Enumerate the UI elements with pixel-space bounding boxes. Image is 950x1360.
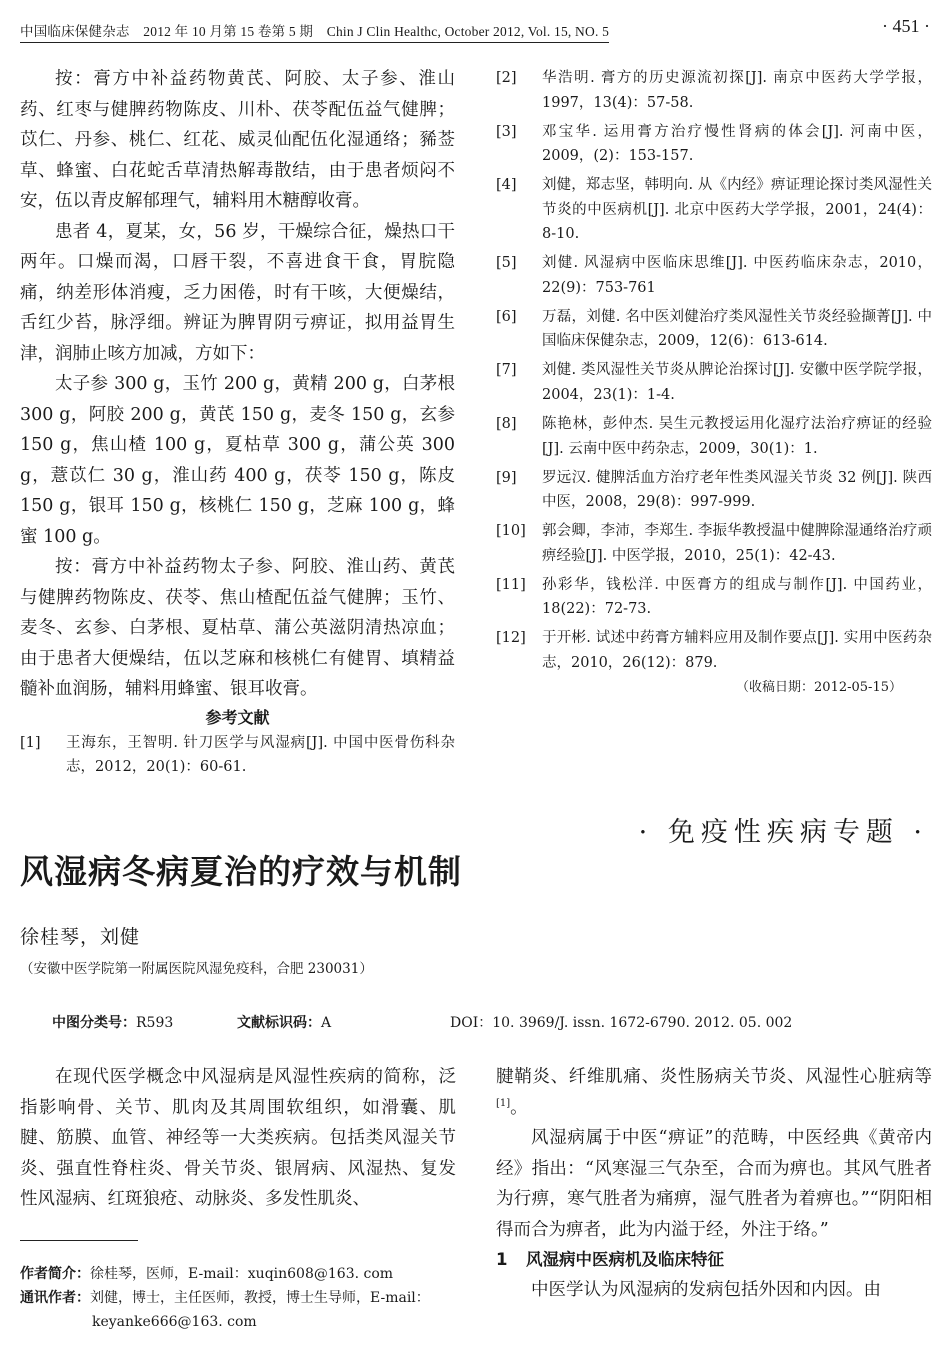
special-topic-label: · 免疫性疾病专题 ·	[638, 817, 928, 848]
commentary-paragraph: 按：膏方中补益药物黄芪、阿胶、太子参、淮山药、红枣与健脾药物陈皮、川朴、茯苓配伍益气健脾；苡仁、丹参、桃仁、红花、威灵仙配伍化湿通络；豨莶草、蜂蜜、白花蛇舌草清热解毒散结，由于患者烦闷不安，伍以青皮解郁理气，辅料用木糖醇收膏。	[20, 69, 455, 211]
section-number: 1	[496, 1250, 508, 1269]
corresponding-email: keyanke666@163. com	[92, 1314, 257, 1330]
reference-number: [10]	[496, 523, 526, 540]
reference-text: 王海东，王智明. 针刀医学与风湿病[J]. 中国中医骨伤科杂志，2012，20(1)：60-61.	[66, 734, 455, 775]
reference-text: 邓宝华. 运用膏方治疗慢性肾病的体会[J]. 河南中医，2009，(2)：153-157.	[542, 123, 932, 165]
reference-text: 刘健，郑志坚，韩明向. 从《内经》痹证理论探讨类风湿性关节炎的中医病机[J]. 北京中医药大学学报，2001，24(4)：8-10.	[542, 177, 932, 243]
document-code-label: 文献标识码：	[237, 1015, 321, 1031]
page-number: · 451 ·	[882, 16, 930, 36]
document-code-value: A	[321, 1015, 332, 1031]
prescription-paragraph: 太子参 300 g，玉竹 200 g，黄精 200 g，白茅根 300 g，阿胶 200 g，黄芪 150 g，麦冬 150 g，玄参 150 g，焦山楂 100 g，夏枯草 300 g，蒲公英 300 g，薏苡仁 30 g，淮山药 400 g，茯苓 150 g，陈皮 150 g，银耳 150 g，核桃仁 150 g，芝麻 100 g，蜂蜜 100 g。	[20, 374, 455, 547]
body-paragraph: 中医学认为风湿病的发病包括外因和内因。由	[531, 1280, 881, 1300]
reference-number: [3]	[496, 123, 517, 140]
reference-number: [12]	[496, 630, 526, 647]
reference-text: 华浩明. 膏方的历史源流初探[J]. 南京中医药大学学报，1997，13(4)：57-58.	[542, 70, 932, 111]
running-header	[20, 14, 930, 42]
reference-text: 陈艳林，彭仲杰. 吴生元教授运用化湿疗法治疗痹证的经验[J]. 云南中医中药杂志，2009，30(1)：1.	[542, 416, 932, 457]
clc-value: R593	[136, 1015, 174, 1031]
document-code	[237, 1012, 331, 1032]
corresponding-footnote-text: 刘健，博士，主任医师，教授，博士生导师，E-mail：	[90, 1290, 430, 1306]
reference-number: [11]	[496, 576, 526, 593]
reference-item	[496, 466, 932, 515]
reference-number: [4]	[496, 177, 517, 194]
article-authors: 徐桂琴，刘健	[20, 926, 141, 948]
doi: DOI：10. 3969/J. issn. 1672-6790. 2012. 05. 002	[450, 1015, 793, 1031]
reference-text: 郭会卿，李沛，李郑生. 李振华教授温中健脾除湿通络治疗顽痹经验[J]. 中医学报，2010，25(1)：42-43.	[542, 523, 932, 564]
reference-item	[496, 412, 932, 461]
article-title: 风湿病冬病夏治的疗效与机制	[20, 852, 462, 891]
commentary-paragraph: 按：膏方中补益药物太子参、阿胶、淮山药、黄芪与健脾药物陈皮、茯苓、焦山楂配伍益气健脾；玉竹、麦冬、玄参、白茅根、夏枯草、蒲公英滋阴清热凉血；由于患者大便燥结，伍以芝麻和核桃仁有健胃、填精益髓补血润肠，辅料用蜂蜜、银耳收膏。	[20, 557, 455, 699]
reference-text: 罗远汉. 健脾活血方治疗老年性类风湿关节炎 32 例[J]. 陕西中医，2008，29(8)：997-999.	[542, 469, 932, 511]
section-title: 风湿病中医病机及临床特征	[526, 1250, 724, 1269]
article-affiliation: （安徽中医学院第一附属医院风湿免疫科，合肥 230031）	[20, 961, 373, 977]
reference-text: 刘健. 风湿病中医临床思维[J]. 中医药临床杂志，2010，22(9)：753-761	[542, 255, 932, 296]
article-body-left-column	[20, 1062, 456, 1215]
reference-text: 万磊，刘健. 名中医刘健治疗类风湿性关节炎经验撷菁[J]. 中国临床保健杂志，2009，12(6)：613-614.	[542, 308, 932, 350]
reference-text: 孙彩华，钱松洋. 中医膏方的组成与制作[J]. 中国药业，18(22)：72-73.	[542, 576, 932, 618]
section-heading	[496, 1245, 932, 1275]
references-right-column	[496, 66, 932, 698]
reference-number: [7]	[496, 362, 517, 379]
clc-label: 中图分类号：	[52, 1015, 136, 1031]
reference-number: [6]	[496, 308, 517, 325]
body-paragraph: 在现代医学概念中风湿病是风湿性疾病的简称，泛指影响骨、关节、肌肉及其周围软组织，如滑囊、肌腱、筋膜、血管、神经等一大类疾病。包括类风湿关节炎、强直性脊柱炎、骨关节炎、银屑病、风湿热、复发性风湿病、红斑狼疮、动脉炎、多发性肌炎、	[20, 1067, 456, 1209]
reference-number: [1]	[20, 734, 41, 751]
reference-number: [5]	[496, 255, 517, 272]
reference-item	[496, 66, 932, 115]
body-paragraph	[496, 1062, 932, 1123]
reference-item	[496, 305, 932, 354]
case-paragraph: 患者 4，夏某，女，56 岁，干燥综合征，燥热口干两年。口燥而渴，口唇干裂，不喜进食干食，胃脘隐痛，纳差形体消瘦，乏力困倦，时有干咳，大便燥结，舌红少苔，脉浮细。辨证为脾胃阴亏痹证，拟用益胃生津，润肺止咳方加减，方如下：	[20, 221, 455, 364]
author-footnote	[20, 1262, 460, 1286]
body-paragraph: 风湿病属于中医“痹证”的范畴，中医经典《黄帝内经》指出：“风寒湿三气杂至，合而为痹也。其风气胜者为行痹，寒气胜者为痛痹，湿气胜者为着痹也。”“阴阳相得而合为痹者，此为内溢于经，外注于络。”	[496, 1128, 932, 1240]
reference-number: [2]	[496, 70, 517, 86]
footnote-divider	[20, 1240, 138, 1241]
author-footnote-text: 徐桂琴，医师，E-mail：xuqin608@163. com	[90, 1266, 394, 1282]
reference-item	[496, 251, 932, 300]
reference-item	[496, 573, 932, 622]
article-body-right-column	[496, 1062, 932, 1306]
body-text: 腱鞘炎、纤维肌痛、炎性肠病关节炎、风湿性心脏病等	[496, 1067, 932, 1087]
reference-item	[496, 173, 932, 247]
reference-item	[496, 626, 932, 675]
reference-item	[496, 358, 932, 407]
references-heading: 参考文献	[205, 707, 270, 727]
reference-number: [8]	[496, 416, 517, 433]
corresponding-footnote	[20, 1286, 460, 1310]
footnotes	[20, 1262, 460, 1334]
reference-item	[20, 731, 455, 780]
reference-item	[496, 120, 932, 169]
previous-article-left-column	[20, 64, 455, 780]
clc-number	[52, 1012, 173, 1032]
reference-text: 刘健. 类风湿性关节炎从脾论治探讨[J]. 安徽中医学院学报，2004，23(1)：1-4.	[542, 362, 932, 403]
received-date: （收稿日期：2012-05-15）	[736, 680, 902, 696]
reference-number: [9]	[496, 469, 517, 486]
journal-running-title: 中国临床保健杂志 2012 年 10 月第 15 卷第 5 期 Chin J Clin Healthc, October 2012, Vol. 15, NO. 5	[20, 20, 609, 43]
body-text-end: 。	[510, 1097, 528, 1118]
citation-marker: [1]	[496, 1097, 511, 1109]
corresponding-footnote-label: 通讯作者：	[20, 1290, 90, 1306]
author-footnote-label: 作者简介：	[20, 1266, 90, 1282]
reference-text: 于开彬. 试述中药膏方辅料应用及制作要点[J]. 实用中医药杂志，2010，26(12)：879.	[542, 630, 932, 671]
reference-item	[496, 519, 932, 568]
